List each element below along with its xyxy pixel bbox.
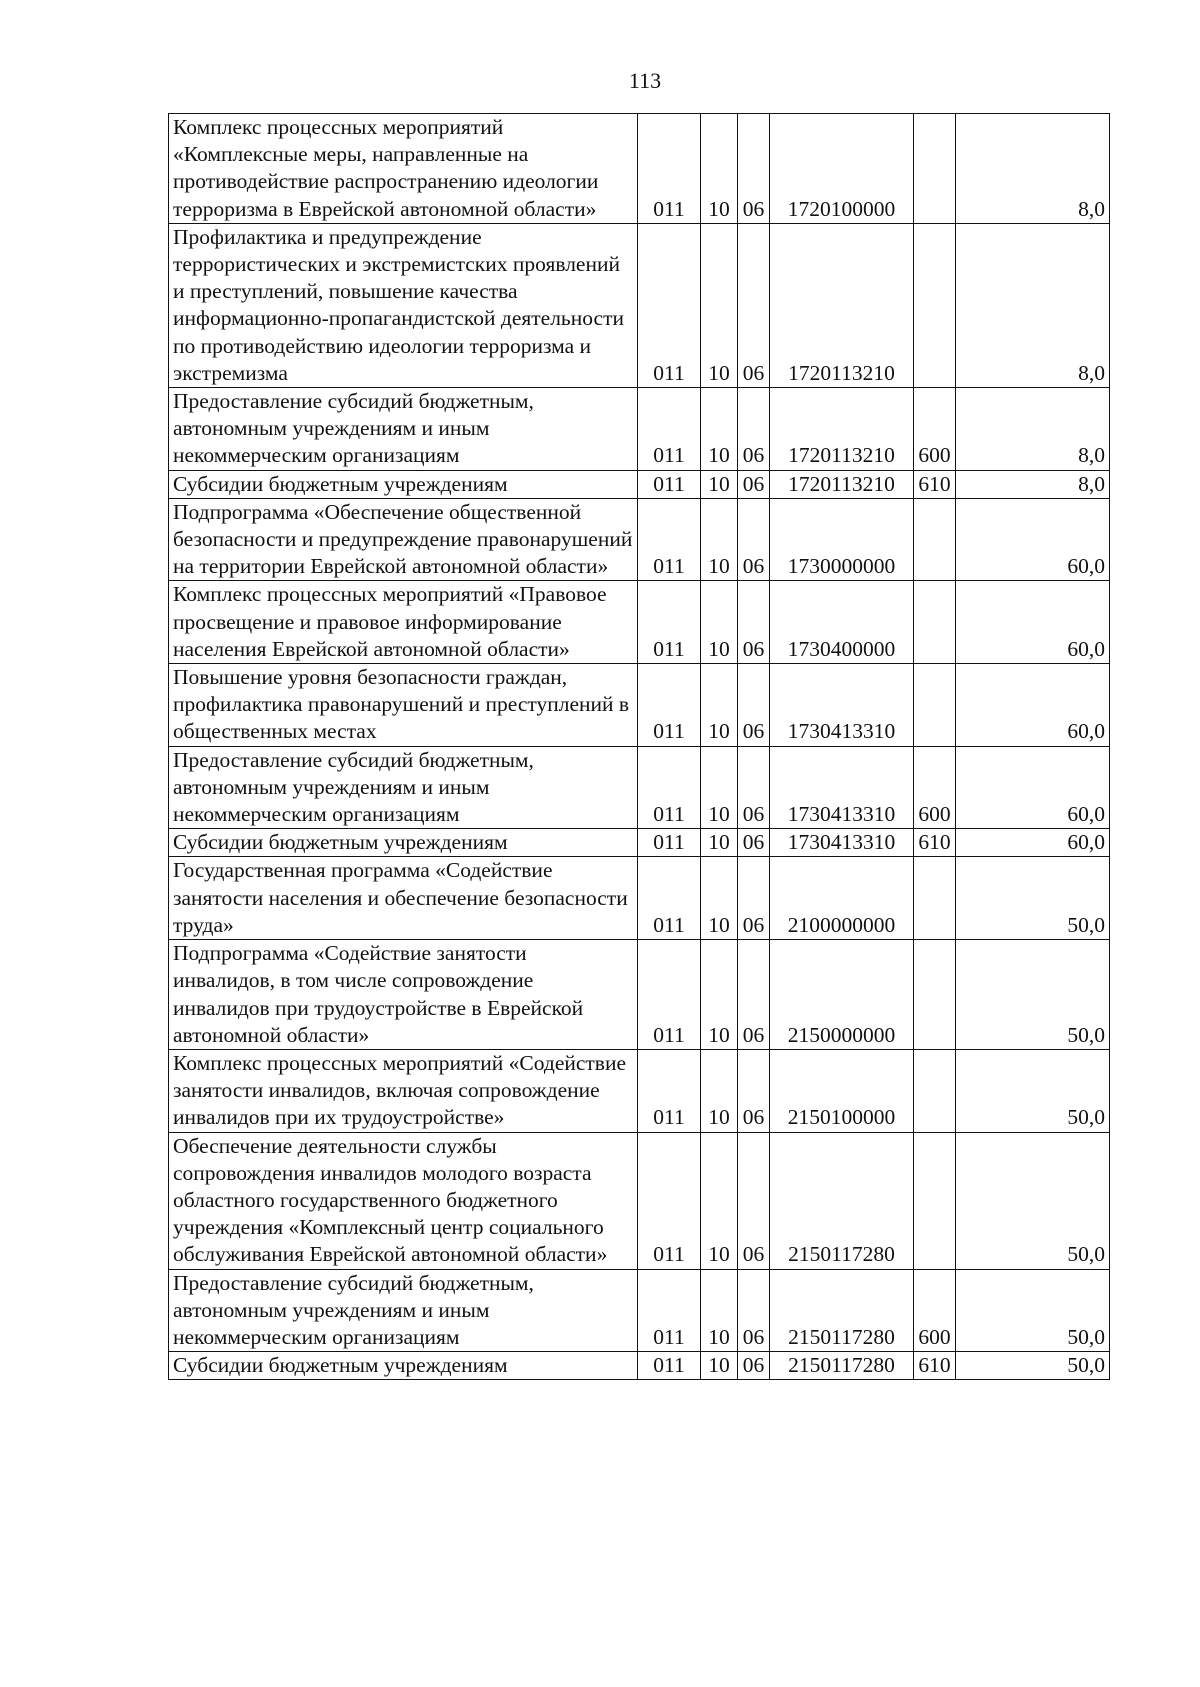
subsection-code: 06 [738, 114, 770, 224]
section-code: 10 [701, 664, 738, 747]
row-name: Повышение уровня безопасности граждан, профилактика правонарушений и преступлений в общественных местах [169, 664, 638, 747]
target-article-code: 1720113210 [770, 470, 914, 498]
section-code: 10 [701, 581, 738, 664]
amount: 50,0 [956, 940, 1110, 1050]
target-article-code: 2150117280 [770, 1352, 914, 1380]
table-row [169, 388, 1110, 471]
row-name: Предоставление субсидий бюджетным, автономным учреждениям и иным некоммерческим организациям [169, 1269, 638, 1352]
amount: 8,0 [956, 388, 1110, 471]
table-row [169, 498, 1110, 581]
ministry-code: 011 [638, 581, 701, 664]
row-name: Предоставление субсидий бюджетным, автономным учреждениям и иным некоммерческим организациям [169, 746, 638, 829]
amount: 8,0 [956, 470, 1110, 498]
expense-type-code: 610 [914, 829, 956, 857]
table-row [169, 581, 1110, 664]
ministry-code: 011 [638, 1132, 701, 1269]
expense-type-code: 610 [914, 1352, 956, 1380]
amount: 50,0 [956, 1352, 1110, 1380]
expense-type-code: 600 [914, 1269, 956, 1352]
section-code: 10 [701, 829, 738, 857]
expense-type-code [914, 223, 956, 387]
page-number: 113 [628, 68, 662, 93]
row-name: Комплекс процессных мероприятий «Правовое просвещение и правовое информирование населения Еврейской автономной области» [169, 581, 638, 664]
table-row [169, 857, 1110, 940]
target-article-code: 1730413310 [770, 664, 914, 747]
row-name: Обеспечение деятельности службы сопровождения инвалидов молодого возраста областного государственного бюджетного учреждения «Комплексный центр социального обслуживания Еврейской автономной области» [169, 1132, 638, 1269]
row-name: Подпрограмма «Содействие занятости инвалидов, в том числе сопровождение инвалидов при трудоустройстве в Еврейской автономной области» [169, 940, 638, 1050]
section-code: 10 [701, 857, 738, 940]
section-code: 10 [701, 114, 738, 224]
subsection-code: 06 [738, 581, 770, 664]
expense-type-code [914, 857, 956, 940]
expense-type-code: 600 [914, 746, 956, 829]
table-row [169, 829, 1110, 857]
expense-type-code [914, 1049, 956, 1132]
ministry-code: 011 [638, 829, 701, 857]
section-code: 10 [701, 388, 738, 471]
target-article-code: 1730413310 [770, 746, 914, 829]
row-name: Комплекс процессных мероприятий «Комплексные меры, направленные на противодействие распространению идеологии терроризма в Еврейской автономной области» [169, 114, 638, 224]
amount: 8,0 [956, 223, 1110, 387]
expense-type-code: 610 [914, 470, 956, 498]
row-name: Комплекс процессных мероприятий «Содействие занятости инвалидов, включая сопровождение инвалидов при их трудоустройстве» [169, 1049, 638, 1132]
subsection-code: 06 [738, 664, 770, 747]
row-name: Подпрограмма «Обеспечение общественной безопасности и предупреждение правонарушений на территории Еврейской автономной области» [169, 498, 638, 581]
table-row [169, 1049, 1110, 1132]
subsection-code: 06 [738, 1269, 770, 1352]
table-row [169, 746, 1110, 829]
subsection-code: 06 [738, 1352, 770, 1380]
amount: 60,0 [956, 581, 1110, 664]
target-article-code: 1720113210 [770, 223, 914, 387]
row-name: Профилактика и предупреждение террористических и экстремистских проявлений и преступлений, повышение качества информационно-пропагандистской деятельности по противодействию идеологии терроризма и экстремизма [169, 223, 638, 387]
table-row [169, 223, 1110, 387]
subsection-code: 06 [738, 746, 770, 829]
table-row [169, 470, 1110, 498]
target-article-code: 2150100000 [770, 1049, 914, 1132]
expense-type-code [914, 940, 956, 1050]
amount: 50,0 [956, 857, 1110, 940]
expense-type-code [914, 114, 956, 224]
budget-table-body [169, 114, 1110, 1380]
section-code: 10 [701, 1132, 738, 1269]
row-name: Предоставление субсидий бюджетным, автономным учреждениям и иным некоммерческим организациям [169, 388, 638, 471]
amount: 60,0 [956, 829, 1110, 857]
table-row [169, 1352, 1110, 1380]
ministry-code: 011 [638, 940, 701, 1050]
expense-type-code [914, 664, 956, 747]
expense-type-code [914, 581, 956, 664]
ministry-code: 011 [638, 1269, 701, 1352]
target-article-code: 2150117280 [770, 1132, 914, 1269]
section-code: 10 [701, 1269, 738, 1352]
subsection-code: 06 [738, 940, 770, 1050]
subsection-code: 06 [738, 498, 770, 581]
amount: 60,0 [956, 498, 1110, 581]
ministry-code: 011 [638, 470, 701, 498]
table-row [169, 114, 1110, 224]
ministry-code: 011 [638, 746, 701, 829]
ministry-code: 011 [638, 857, 701, 940]
amount: 60,0 [956, 746, 1110, 829]
subsection-code: 06 [738, 1132, 770, 1269]
amount: 50,0 [956, 1049, 1110, 1132]
ministry-code: 011 [638, 498, 701, 581]
ministry-code: 011 [638, 1352, 701, 1380]
subsection-code: 06 [738, 223, 770, 387]
section-code: 10 [701, 223, 738, 387]
row-name: Субсидии бюджетным учреждениям [169, 1352, 638, 1380]
amount: 50,0 [956, 1269, 1110, 1352]
table-row [169, 664, 1110, 747]
table-row [169, 1269, 1110, 1352]
table-row [169, 1132, 1110, 1269]
budget-table [168, 113, 1110, 1380]
section-code: 10 [701, 940, 738, 1050]
ministry-code: 011 [638, 1049, 701, 1132]
section-code: 10 [701, 746, 738, 829]
subsection-code: 06 [738, 470, 770, 498]
row-name: Государственная программа «Содействие занятости населения и обеспечение безопасности труда» [169, 857, 638, 940]
section-code: 10 [701, 1049, 738, 1132]
amount: 60,0 [956, 664, 1110, 747]
row-name: Субсидии бюджетным учреждениям [169, 470, 638, 498]
expense-type-code: 600 [914, 388, 956, 471]
target-article-code: 1720100000 [770, 114, 914, 224]
row-name: Субсидии бюджетным учреждениям [169, 829, 638, 857]
target-article-code: 2100000000 [770, 857, 914, 940]
section-code: 10 [701, 498, 738, 581]
ministry-code: 011 [638, 664, 701, 747]
target-article-code: 2150117280 [770, 1269, 914, 1352]
expense-type-code [914, 498, 956, 581]
target-article-code: 1730400000 [770, 581, 914, 664]
amount: 8,0 [956, 114, 1110, 224]
subsection-code: 06 [738, 388, 770, 471]
target-article-code: 2150000000 [770, 940, 914, 1050]
ministry-code: 011 [638, 388, 701, 471]
section-code: 10 [701, 1352, 738, 1380]
subsection-code: 06 [738, 857, 770, 940]
subsection-code: 06 [738, 1049, 770, 1132]
ministry-code: 011 [638, 114, 701, 224]
ministry-code: 011 [638, 223, 701, 387]
section-code: 10 [701, 470, 738, 498]
subsection-code: 06 [738, 829, 770, 857]
amount: 50,0 [956, 1132, 1110, 1269]
target-article-code: 1720113210 [770, 388, 914, 471]
target-article-code: 1730413310 [770, 829, 914, 857]
expense-type-code [914, 1132, 956, 1269]
table-row [169, 940, 1110, 1050]
target-article-code: 1730000000 [770, 498, 914, 581]
